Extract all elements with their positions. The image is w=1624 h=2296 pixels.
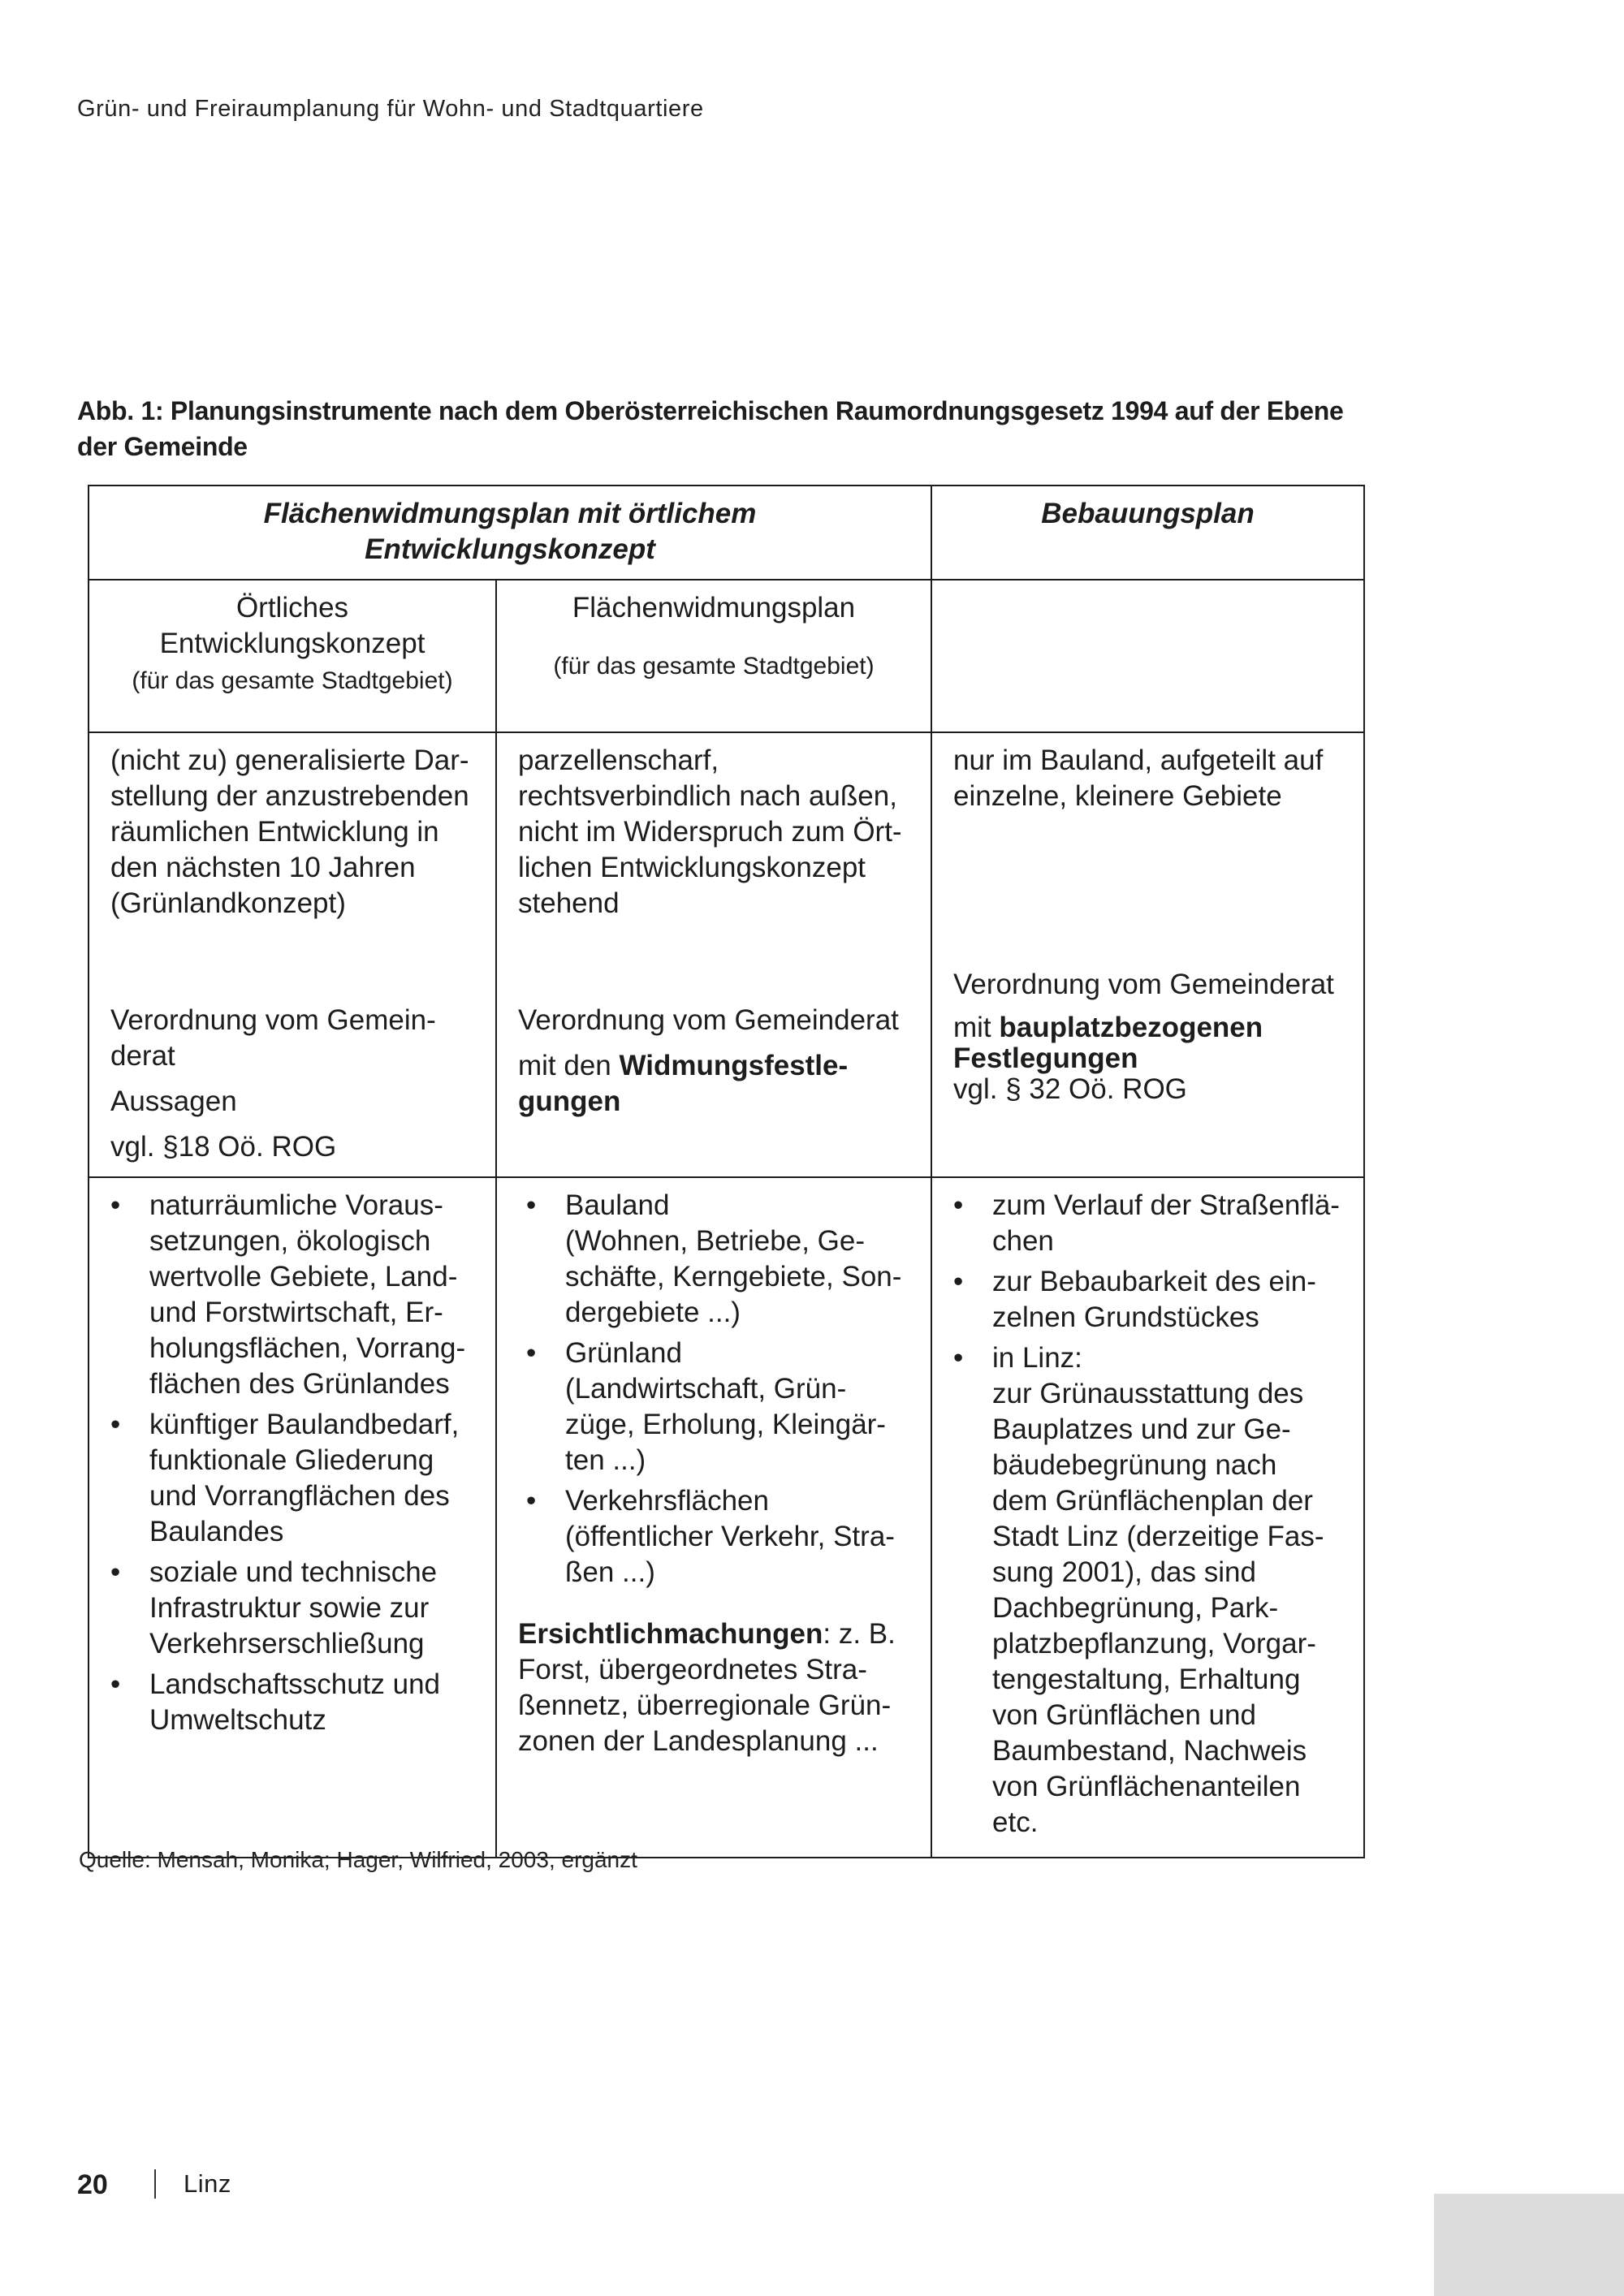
- verordnung-text: Verordnung vom Gemeinderat: [518, 1004, 899, 1036]
- list-item: • naturräumliche Voraus- setzungen, ökologisch wertvolle Gebiete, Land- und Forstwirtschaft, Er- holungsflächen, Vorrang- flächen des Grünlandes: [149, 1188, 474, 1402]
- content-col1: [89, 1177, 496, 1858]
- subheader-note: (für das gesamte Stadtgebiet): [553, 653, 875, 680]
- footer-city: Linz: [184, 2169, 231, 2198]
- caption-line-2: der Gemeinde: [77, 432, 248, 461]
- list-item: • zum Verlauf der Straßenflä- chen: [992, 1188, 1342, 1259]
- verordnung-text: Verordnung vom Gemeinderat: [953, 969, 1334, 1000]
- description-col2: parzellenscharf, rechtsverbindlich nach außen, nicht im Widerspruch zum Ört- lichen Entwicklungskonzept stehend Verordnung vom Gemeinderat mit den Widmungsfestle- gungen: [496, 732, 931, 1177]
- legal-reference: vgl. §18 Oö. ROG: [110, 1131, 337, 1163]
- subheader-note: (für das gesamte Stadtgebiet): [132, 667, 453, 694]
- planning-instruments-table: [88, 485, 1365, 1858]
- figure-caption: [77, 393, 1376, 464]
- table-description-row: [89, 732, 1364, 1177]
- table-header-row: [89, 486, 1364, 580]
- list-item: • zur Bebaubarkeit des ein- zelnen Grundstückes: [992, 1264, 1342, 1336]
- content-col3: [931, 1177, 1364, 1858]
- page-corner-tab: [1434, 2194, 1624, 2296]
- subheader-oertliches-entwicklungskonzept: Örtliches Entwicklungskonzept (für das gesamte Stadtgebiet): [89, 580, 496, 732]
- list-item: • soziale und technische Infrastruktur sowie zur Verkehrserschließung: [149, 1555, 474, 1662]
- table-subheader-row: [89, 580, 1364, 732]
- ersichtlichmachungen-text: Ersichtlichmachungen: z. B. Forst, übergeordnetes Stra- ßennetz, überregionale Grün- zonen der Landesplanung ...: [518, 1618, 896, 1757]
- verordnung-text: Verordnung vom Gemein- derat: [110, 1004, 436, 1072]
- description-col1: (nicht zu) generalisierte Dar- stellung der anzustrebenden räumlichen Entwicklung in den nächsten 10 Jahren (Grünlandkonzept) Verordnung vom Gemein- derat Aussagen vgl. §18 Oö. ROG: [89, 732, 496, 1177]
- source-note: Quelle: Mensah, Monika; Hager, Wilfried, 2003, ergänzt: [79, 1847, 637, 1872]
- festlegungen-text: mit bauplatzbezogenen Festlegungen vgl. § 32 Oö. ROG: [953, 1012, 1263, 1105]
- content-col2: [496, 1177, 931, 1858]
- running-header: Grün- und Freiraumplanung für Wohn- und Stadtquartiere: [77, 96, 704, 122]
- header-flaechenwidmungsplan: Flächenwidmungsplan mit örtlichem Entwicklungskonzept: [89, 486, 931, 580]
- caption-line-1: Abb. 1: Planungsinstrumente nach dem Oberösterreichischen Raumordnungsgesetz 1994 auf der Ebene: [77, 396, 1344, 425]
- list-item: • Bauland (Wohnen, Betriebe, Ge- schäfte, Kerngebiete, Son- dergebiete ...): [565, 1188, 909, 1331]
- page-number: 20: [77, 2169, 108, 2200]
- bullet-list: [526, 1188, 909, 1590]
- list-item: • Landschaftsschutz und Umweltschutz: [149, 1667, 474, 1738]
- subheader-flaechenwidmungsplan: Flächenwidmungsplan (für das gesamte Stadtgebiet): [496, 580, 931, 732]
- widmungsfestlegungen-text: mit den Widmungsfestle- gungen: [518, 1050, 849, 1117]
- list-item: • Verkehrsflächen (öffentlicher Verkehr, Stra- ßen ...): [565, 1483, 909, 1590]
- bullet-list: [953, 1188, 1342, 1841]
- subheader-empty: [931, 580, 1364, 732]
- bullet-list: [110, 1188, 474, 1738]
- table-content-row: [89, 1177, 1364, 1858]
- list-item: • Grünland (Landwirtschaft, Grün- züge, Erholung, Kleingär- ten ...): [565, 1336, 909, 1478]
- aussagen-text: Aussagen: [110, 1085, 237, 1117]
- description-col3: nur im Bauland, aufgeteilt auf einzelne, kleinere Gebiete Verordnung vom Gemeinderat mit bauplatzbezogenen Festlegungen vgl. § 32 Oö. ROG: [931, 732, 1364, 1177]
- list-item: • in Linz: zur Grünausstattung des Bauplatzes und zur Ge- bäudebegrünung nach dem Grünflächenplan der Stadt Linz (derzeitige Fas- sung 2001), das sind Dachbegrünung, Park- platzbepflanzung, Vorgar- tengestaltung, Erhaltung von Grünflächen und Baumbestand, Nachweis von Grünflächenanteilen etc.: [992, 1340, 1342, 1841]
- header-bebauungsplan: Bebauungsplan: [931, 486, 1364, 580]
- footer-divider: [154, 2169, 156, 2199]
- list-item: • künftiger Baulandbedarf, funktionale Gliederung und Vorrangflächen des Baulandes: [149, 1407, 474, 1550]
- legal-reference: vgl. § 32 Oö. ROG: [953, 1073, 1187, 1105]
